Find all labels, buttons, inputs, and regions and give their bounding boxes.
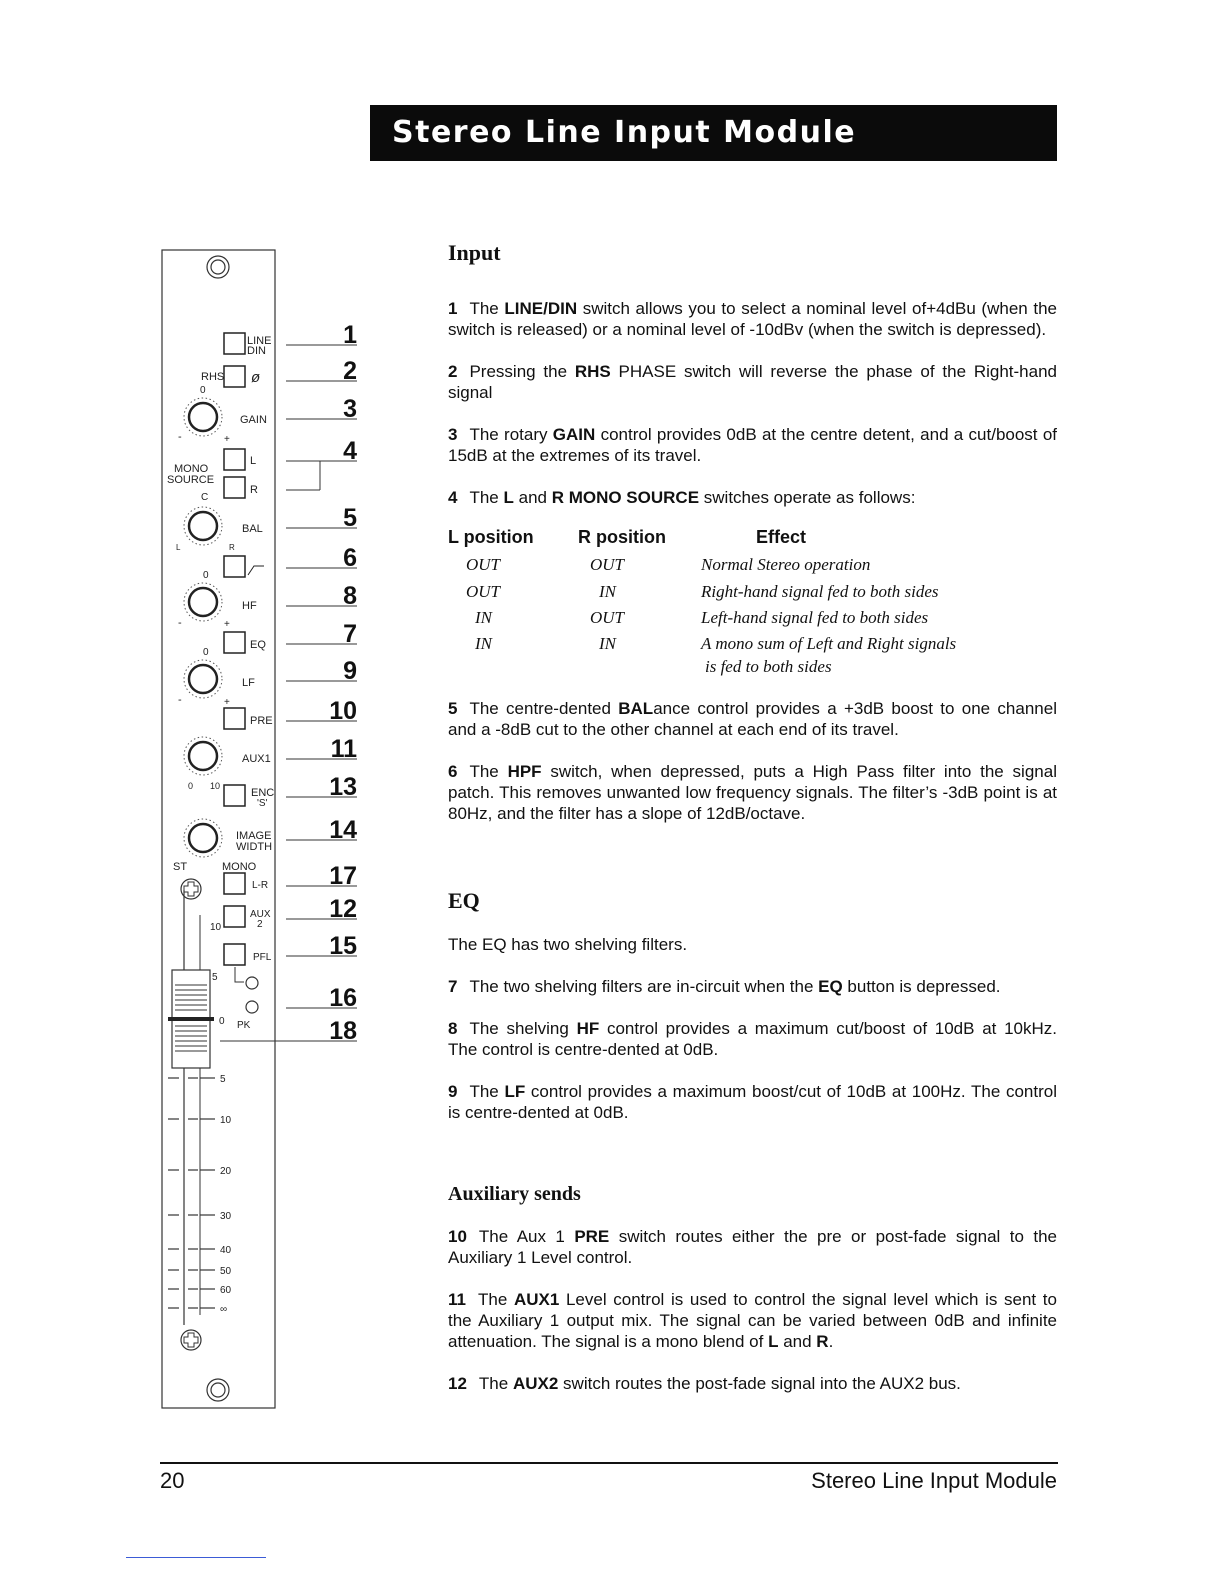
- enc-label-b: 'S': [257, 798, 268, 809]
- section-heading-aux: Auxiliary sends: [448, 1183, 581, 1205]
- fader-top-5: 5: [212, 972, 218, 983]
- callout-number: 13: [329, 773, 357, 801]
- callout-number: 4: [343, 437, 357, 465]
- hf-zero: 0: [203, 570, 209, 581]
- callout-number: 3: [343, 395, 357, 423]
- gain-label: GAIN: [240, 414, 267, 426]
- fader-scale-label: 10: [220, 1115, 232, 1126]
- bal-r-label: R: [229, 543, 235, 552]
- hf-label: HF: [242, 600, 257, 612]
- pk-label: PK: [237, 1020, 251, 1031]
- table-cell: Normal Stereo operation: [701, 555, 871, 574]
- lr-label: L-R: [252, 880, 269, 891]
- mono-source-label-a: MONO: [174, 463, 209, 475]
- module-panel-diagram: [150, 240, 370, 1420]
- fader-cap-line: [168, 1017, 214, 1021]
- callout-number: 17: [329, 862, 357, 890]
- callout-number: 12: [329, 895, 357, 923]
- bal-centre-label: C: [201, 492, 209, 503]
- mono-r-label: R: [250, 484, 258, 496]
- callout-number: 2: [343, 357, 357, 385]
- line-din-label-a: LINE: [247, 335, 272, 347]
- pre-label: PRE: [250, 715, 273, 727]
- table-header-r: R position: [578, 527, 666, 547]
- callout-number: 1: [343, 321, 357, 349]
- lf-label: LF: [242, 677, 255, 689]
- fader-top-10: 10: [210, 922, 222, 933]
- phase-symbol: ø: [251, 369, 261, 386]
- paragraph-9: 9 The LF control provides a maximum boost/cut of 10dB at 100Hz. The control is centre-dented at 0dB.: [448, 1082, 1057, 1122]
- table-header-effect: Effect: [756, 527, 807, 547]
- footer-rule: [160, 1462, 1058, 1464]
- lf-plus: +: [224, 697, 230, 708]
- fader-scale-label: 20: [220, 1166, 232, 1177]
- table-cell: IN: [475, 608, 492, 627]
- aux2-label-b: 2: [257, 919, 263, 930]
- fader-zero: 0: [219, 1016, 225, 1027]
- paragraph-6: 6 The HPF switch, when depressed, puts a High Pass filter into the signal patch. This removes unwanted low frequency signals. The filter’s -3dB point is at 80Hz, and the filter has a slope of 12dB/octave.: [448, 762, 1057, 823]
- paragraph-7: 7 The two shelving filters are in-circuit when the EQ button is depressed.: [448, 977, 1001, 996]
- fader-scale-label: 60: [220, 1285, 232, 1296]
- aux1-min: 0: [188, 781, 194, 791]
- gain-zero: 0: [200, 385, 206, 396]
- table-cell: OUT: [590, 555, 625, 574]
- aux1-max: 10: [210, 781, 221, 791]
- callout-number: 9: [343, 657, 357, 685]
- bal-label: BAL: [242, 523, 263, 535]
- callout-number: 15: [329, 932, 357, 960]
- enc-label-a: ENC: [251, 787, 275, 799]
- footer-title: Stereo Line Input Module: [811, 1468, 1057, 1493]
- image-label-a: IMAGE: [236, 830, 272, 842]
- paragraph-10: 10 The Aux 1 PRE switch routes either the pre or post-fade signal to the Auxiliary 1 Level control.: [448, 1227, 1057, 1267]
- mono-l-label: L: [250, 455, 257, 467]
- callout-number: 8: [343, 582, 357, 610]
- line-din-label-b: DIN: [247, 345, 266, 357]
- section-heading-eq: EQ: [448, 888, 480, 913]
- mono-source-table: [448, 527, 1057, 675]
- section-heading-input: Input: [448, 240, 501, 265]
- table-cell: IN: [599, 634, 616, 653]
- page-number: 20: [160, 1468, 185, 1493]
- callout-number: 10: [329, 697, 357, 725]
- callout-number: 7: [343, 620, 357, 648]
- gain-plus: +: [224, 434, 230, 445]
- paragraph-5: 5 The centre-dented BALance control provides a +3dB boost to one channel and a -8dB cut to the other channel at each end of its travel.: [448, 699, 1057, 739]
- table-cell: IN: [475, 634, 492, 653]
- hf-minus: -: [178, 617, 182, 629]
- paragraph-12: 12 The AUX2 switch routes the post-fade signal into the AUX2 bus.: [448, 1374, 961, 1393]
- lf-minus: -: [178, 694, 182, 706]
- eq-intro: The EQ has two shelving filters.: [448, 935, 688, 954]
- eq-label: EQ: [250, 639, 266, 651]
- gain-minus: -: [178, 431, 182, 443]
- table-cell: A mono sum of Left and Right signals: [701, 634, 957, 653]
- table-cell: OUT: [466, 582, 501, 601]
- lf-zero: 0: [203, 647, 209, 658]
- callout-number: 11: [330, 735, 357, 763]
- st-label: ST: [173, 861, 188, 873]
- callout-number: 14: [329, 816, 357, 844]
- mono-label: MONO: [222, 861, 257, 873]
- paragraph-2: 2 Pressing the RHS PHASE switch will reverse the phase of the Right-hand signal: [448, 362, 1057, 402]
- text-column: [448, 240, 1057, 1394]
- paragraph-4: 4 The L and R MONO SOURCE switches operate as follows:: [448, 488, 916, 507]
- fader-scale-label: 40: [220, 1245, 232, 1256]
- rhs-label: RHS: [201, 371, 225, 383]
- bottom-link-underline: [126, 1557, 266, 1558]
- aux1-label: AUX1: [242, 753, 271, 765]
- aux2-label-a: AUX: [250, 909, 271, 920]
- fader-scale-label: 5: [220, 1074, 226, 1085]
- table-cell: IN: [599, 582, 616, 601]
- table-cell: OUT: [590, 608, 625, 627]
- callout-number: 6: [343, 544, 357, 572]
- paragraph-1: 1 The LINE/DIN switch allows you to select a nominal level of+4dBu (when the switch is released) or a nominal level of -10dBv (when the switch is depressed).: [448, 299, 1057, 339]
- pfl-label: PFL: [253, 952, 272, 963]
- fader-scale-label: 50: [220, 1266, 232, 1277]
- table-cell: OUT: [466, 555, 501, 574]
- paragraph-8: 8 The shelving HF control provides a maximum cut/boost of 10dB at 10kHz. The control is centre-dented at 0dB.: [448, 1019, 1057, 1059]
- callout-number: 5: [343, 504, 357, 532]
- callout-number: 16: [329, 984, 357, 1012]
- paragraph-11: 11 The AUX1 Level control is used to control the signal level which is sent to the Auxiliary 1 output mix. The signal can be varied between 0dB and infinite attenuation. The signal is a mono blend of L and R.: [448, 1290, 1057, 1351]
- mono-source-label-b: SOURCE: [167, 474, 215, 486]
- callout-number: 18: [329, 1017, 357, 1045]
- paragraph-3: 3 The rotary GAIN control provides 0dB at the centre detent, and a cut/boost of 15dB at the extremes of its travel.: [448, 425, 1057, 465]
- bal-l-label: L: [176, 543, 181, 552]
- image-label-b: WIDTH: [236, 841, 273, 853]
- hf-plus: +: [224, 619, 230, 630]
- callout-numbers: [329, 321, 357, 1045]
- table-cell: Right-hand signal fed to both sides: [701, 582, 939, 601]
- page-banner-title: Stereo Line Input Module: [370, 105, 1057, 161]
- table-cell: is fed to both sides: [705, 657, 832, 676]
- fader-scale-label: 30: [220, 1211, 232, 1222]
- table-cell: Left-hand signal fed to both sides: [701, 608, 929, 627]
- table-header-l: L position: [448, 527, 534, 547]
- fader-scale-label: ∞: [220, 1304, 228, 1315]
